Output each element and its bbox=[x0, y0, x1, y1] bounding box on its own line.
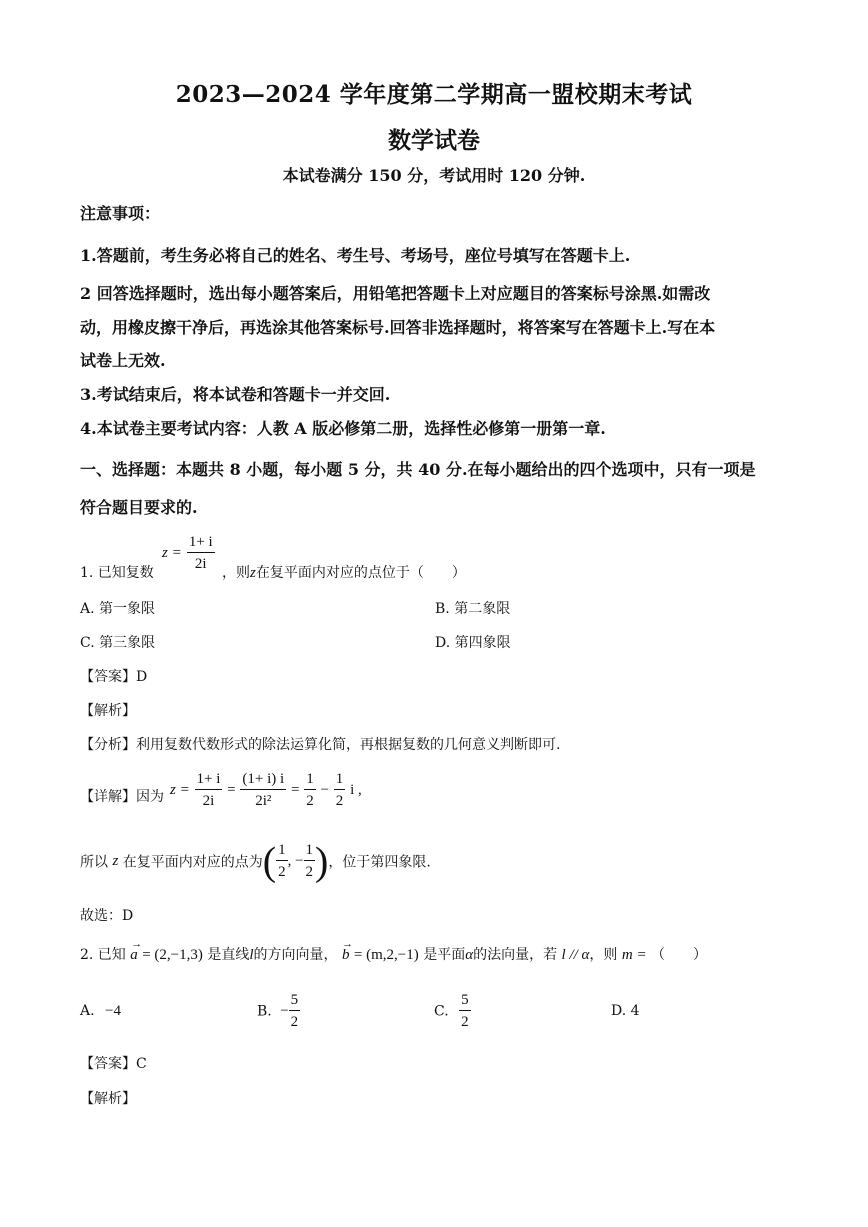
q1-so-z: z bbox=[112, 853, 119, 869]
note-2-line-3: 试卷上无效. bbox=[80, 351, 166, 370]
q2-option-c-frac bbox=[459, 990, 471, 1033]
q2-option-b-frac bbox=[289, 990, 301, 1033]
q1-point-comma: , − bbox=[287, 853, 304, 869]
q1-detail-frac-1-den: 2i bbox=[202, 793, 215, 809]
q1-detail-frac-2-den: 2i² bbox=[255, 793, 272, 809]
q2-vector-b: → b bbox=[341, 938, 353, 963]
q1-fenxi: 【分析】利用复数代数形式的除法运算化简，再根据复数的几何意义判断即可. bbox=[80, 737, 561, 753]
q1-detail-frac-3 bbox=[304, 769, 316, 812]
q1-analysis-label: 【解析】 bbox=[80, 703, 136, 719]
q1-choose: 故选：D bbox=[80, 908, 134, 924]
q2-option-b-den: 2 bbox=[290, 1014, 299, 1030]
q2-option-d: D. 4 bbox=[611, 1003, 640, 1019]
q1-detail-eq-1: = bbox=[227, 782, 236, 798]
exam-title: 2023—2024 学年度第二学期高一盟校期末考试 bbox=[175, 81, 693, 108]
q1-detail-eq-2: = bbox=[291, 782, 300, 798]
q2-option-b-label: B. bbox=[257, 1003, 272, 1020]
q1-detail-minus: − bbox=[320, 782, 329, 798]
q1-detail-frac-4 bbox=[334, 769, 346, 812]
q2-mid-3: 是平面 bbox=[423, 947, 466, 963]
q2-a-value: = (2,−1,3) bbox=[142, 947, 203, 963]
q2-option-a-label: A. bbox=[80, 1003, 95, 1019]
q1-z-eq: z = bbox=[162, 545, 182, 561]
q1-point-frac-2-den: 2 bbox=[305, 864, 314, 880]
q1-stem-end bbox=[222, 562, 466, 582]
q1-detail-frac-3-den: 2 bbox=[306, 793, 314, 809]
q1-suffix-1: ，则 bbox=[222, 565, 250, 581]
q1-so-suffix: ，位于第四象限. bbox=[328, 854, 431, 871]
section-1-line-2: 符合题目要求的. bbox=[80, 498, 198, 517]
q2-option-c-den: 2 bbox=[461, 1014, 469, 1030]
q2-stem bbox=[80, 938, 708, 964]
q2-option-a bbox=[80, 1003, 121, 1020]
q2-alpha: α bbox=[465, 947, 474, 963]
q2-analysis-label: 【解析】 bbox=[80, 1091, 136, 1107]
q1-detail-frac-3-num: 1 bbox=[304, 769, 316, 790]
q1-detail-formula bbox=[170, 769, 362, 812]
q1-frac-den: 2i bbox=[194, 556, 207, 572]
q1-answer: 【答案】D bbox=[80, 669, 148, 685]
note-2-line-1: 2 回答选择题时，选出每小题答案后，用铅笔把答题卡上对应题目的答案标号涂黑.如需改 bbox=[80, 284, 711, 303]
q2-option-c-label: C. bbox=[434, 1003, 449, 1020]
q1-suffix-2: 在复平面内对应的点位于（ ） bbox=[255, 565, 466, 581]
q2-option-c bbox=[434, 990, 471, 1033]
q1-fraction bbox=[187, 532, 215, 575]
note-1: 1.答题前，考生务必将自己的姓名、考生号、考场号，座位号填写在答题卡上. bbox=[80, 246, 631, 265]
q2-b-value: = (m,2,−1) bbox=[353, 947, 419, 963]
q1-option-a: A. 第一象限 bbox=[80, 601, 156, 617]
q1-point-frac-1-num: 1 bbox=[276, 840, 288, 861]
q1-point-frac-1-den: 2 bbox=[278, 864, 286, 880]
q1-detail-frac-4-den: 2 bbox=[335, 793, 344, 809]
q1-prefix: 1. 已知复数 bbox=[80, 565, 154, 581]
notes-heading: 注意事项： bbox=[80, 204, 161, 223]
q2-option-a-value: −4 bbox=[105, 1003, 121, 1019]
q2-condition: l // α bbox=[561, 947, 590, 963]
q1-detail-label: 【详解】因为 bbox=[80, 789, 164, 805]
q1-detail-frac-1 bbox=[195, 769, 223, 812]
q1-detail-frac-1-num: 1+ i bbox=[195, 769, 223, 790]
q2-option-b bbox=[257, 990, 300, 1033]
q1-point-line bbox=[80, 840, 431, 883]
q1-point-frac-2 bbox=[304, 840, 316, 883]
q2-option-b-num: 5 bbox=[289, 990, 301, 1011]
q1-z: z bbox=[250, 565, 256, 581]
q1-so-prefix: 所以 bbox=[80, 854, 108, 871]
q1-point-right-paren: ) bbox=[315, 838, 329, 884]
q1-point-frac-1 bbox=[276, 840, 288, 883]
q1-option-b: B. 第二象限 bbox=[435, 601, 511, 617]
q1-point-frac-2-num: 1 bbox=[304, 840, 316, 861]
q1-so-mid: 在复平面内对应的点为 bbox=[122, 854, 263, 871]
q1-detail-frac-2 bbox=[240, 769, 286, 812]
q2-mid-4: 的法向量，若 bbox=[473, 947, 558, 963]
q1-frac-num: 1+ i bbox=[187, 532, 215, 553]
q2-vector-a: → a bbox=[130, 938, 143, 963]
q2-mid-5: ，则 bbox=[589, 947, 618, 963]
q1-detail-i: i , bbox=[350, 782, 362, 798]
q2-m-eq: m = bbox=[621, 947, 647, 963]
q1-option-c: C. 第三象限 bbox=[80, 635, 156, 651]
q1-detail-z: z = bbox=[170, 782, 190, 798]
q1-point-left-paren: ( bbox=[262, 838, 277, 884]
q1-detail-frac-2-num: (1+ i) i bbox=[240, 769, 286, 790]
note-4: 4.本试卷主要考试内容：人教 A 版必修第二册，选择性必修第一册第一章. bbox=[80, 419, 606, 438]
exam-info: 本试卷满分 150 分，考试用时 120 分钟. bbox=[282, 166, 586, 185]
q2-vector-b-letter: b bbox=[341, 947, 350, 963]
q2-line-l: l bbox=[249, 947, 254, 963]
q2-option-c-num: 5 bbox=[459, 990, 471, 1011]
q2-answer: 【答案】C bbox=[80, 1056, 147, 1072]
q2-paren: （ ） bbox=[651, 947, 708, 963]
q2-mid-1: 是直线 bbox=[207, 947, 250, 963]
q2-option-b-sign: − bbox=[280, 1003, 289, 1019]
q1-formula bbox=[162, 532, 215, 575]
q2-vector-a-letter: a bbox=[130, 947, 138, 963]
q2-prefix: 2. 已知 bbox=[80, 947, 126, 963]
note-2-line-2: 动，用橡皮擦干净后，再选涂其他答案标号.回答非选择题时，将答案写在答题卡上.写在本 bbox=[80, 318, 716, 337]
subject-title: 数学试卷 bbox=[388, 127, 480, 154]
q2-mid-2: 的方向向量， bbox=[253, 947, 338, 963]
section-1-line-1: 一、选择题：本题共 8 小题，每小题 5 分，共 40 分.在每小题给出的四个选项中，只有一项是 bbox=[80, 460, 756, 479]
note-3: 3.考试结束后，将本试卷和答题卡一并交回. bbox=[80, 385, 391, 404]
q1-option-d: D. 第四象限 bbox=[435, 635, 511, 651]
q1-detail-frac-4-num: 1 bbox=[334, 769, 346, 790]
